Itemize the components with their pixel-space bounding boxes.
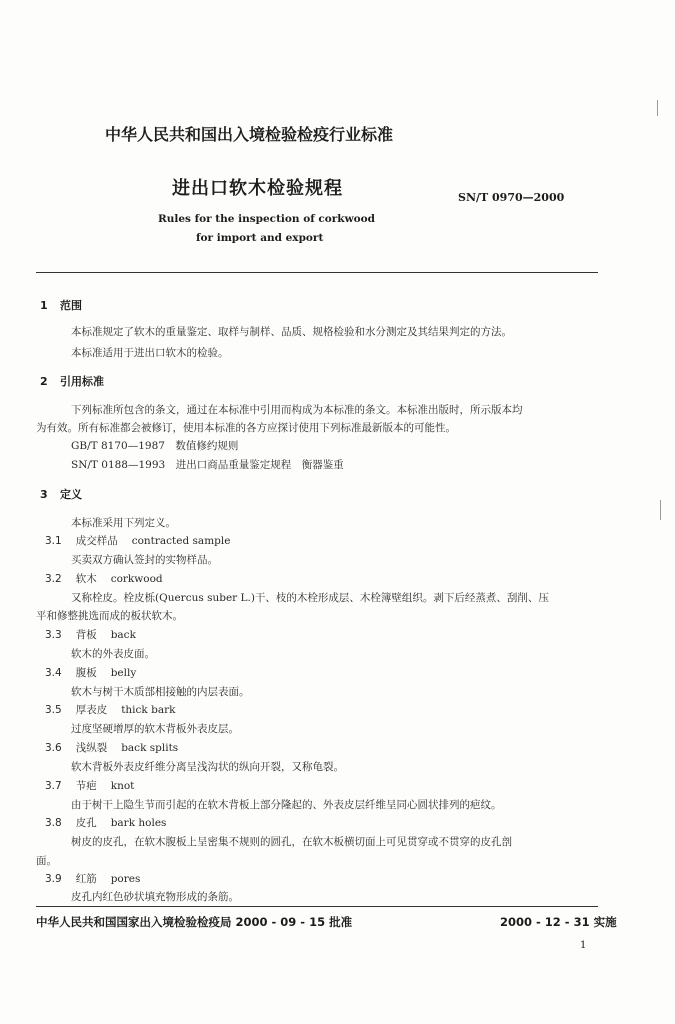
issuing-body-title: 中华人民共和国出入境检验检疫行业标准 — [105, 125, 394, 144]
section-2-paragraph-line-2: 为有效。所有标准都会被修订，使用本标准的各方应探讨使用下列标准最新版本的可能性。 — [36, 422, 456, 434]
definition-number: 3.1 — [45, 535, 62, 547]
definition-term-en: back — [110, 629, 136, 641]
definition-3-4-heading — [45, 665, 136, 680]
definition-3-4-text: 软木与树干木质部相接触的内层表面。 — [71, 686, 250, 698]
section-number: 1 — [40, 299, 48, 312]
section-1-paragraph-1: 本标准规定了软木的重量鉴定、取样与制样、品质、规格检验和水分测定及其结果判定的方法。 — [71, 326, 512, 338]
definition-3-2-text-line-2: 平和修整挑选而成的板状软木。 — [36, 610, 183, 622]
definition-3-9-heading — [45, 871, 140, 886]
reference-standard-2: SN/T 0188—1993 进出口商品重量鉴定规程 衡器鉴重 — [71, 459, 344, 471]
definition-term-en: bark holes — [110, 817, 167, 829]
definition-3-8-text-line-2: 面。 — [36, 855, 57, 867]
definition-number: 3.9 — [45, 873, 62, 885]
definition-3-8-text-line-1: 树皮的皮孔，在软木腹板上呈密集不规则的圆孔，在软木板横切面上可见贯穿或不贯穿的皮孔剖 — [71, 836, 512, 848]
section-3-heading — [40, 486, 82, 502]
definition-term-en: belly — [110, 667, 137, 679]
definition-number: 3.7 — [45, 780, 62, 792]
header-divider — [36, 272, 598, 273]
english-title-line-2: for import and export — [196, 232, 324, 244]
section-3-intro: 本标准采用下列定义。 — [71, 517, 176, 529]
definition-3-3-heading — [45, 627, 136, 642]
definition-3-2-heading — [45, 571, 163, 586]
standard-code: SN/T 0970—2000 — [458, 191, 565, 204]
definition-3-5-text: 过度坚硬增厚的软木背板外表皮层。 — [71, 723, 239, 735]
effective-date: 2000 - 12 - 31 实施 — [500, 915, 617, 929]
definition-term-en: corkwood — [110, 573, 163, 585]
definition-3-1-text: 买卖双方确认签封的实物样品。 — [71, 554, 218, 566]
section-1-paragraph-2: 本标准适用于进出口软木的检验。 — [71, 347, 229, 359]
section-number: 2 — [40, 375, 48, 388]
definition-3-7-heading — [45, 778, 134, 793]
definition-number: 3.5 — [45, 704, 62, 716]
section-2-heading — [40, 373, 104, 389]
section-number: 3 — [40, 488, 48, 501]
definition-term: 皮孔 — [75, 817, 97, 829]
definition-3-1-heading — [45, 533, 230, 548]
definition-number: 3.6 — [45, 742, 62, 754]
definition-number: 3.2 — [45, 573, 62, 585]
definition-term-en: knot — [110, 780, 135, 792]
definition-3-6-heading — [45, 740, 178, 755]
definition-number: 3.3 — [45, 629, 62, 641]
definition-term-en: thick bark — [121, 704, 176, 716]
definition-number: 3.8 — [45, 817, 62, 829]
definition-3-8-heading — [45, 815, 166, 830]
section-title: 引用标准 — [60, 375, 104, 388]
definition-number: 3.4 — [45, 667, 62, 679]
approval-line: 中华人民共和国国家出入境检验检疫局 2000 - 09 - 15 批准 — [36, 915, 353, 929]
scan-edge-mark — [657, 100, 658, 116]
definition-term: 软木 — [75, 573, 97, 585]
definition-term: 成交样品 — [75, 535, 118, 547]
definition-term: 红筋 — [75, 873, 97, 885]
document-title: 进出口软木检验规程 — [172, 178, 343, 199]
definition-term: 厚表皮 — [75, 704, 108, 716]
definition-3-7-text: 由于树干上隐生节而引起的在软木背板上部分隆起的、外表皮层纤维呈同心圆状排列的疤纹。 — [71, 799, 502, 811]
section-1-heading — [40, 297, 82, 313]
definition-term-en: contracted sample — [131, 535, 231, 547]
definition-3-2-text-line-1: 又称栓皮。栓皮栎(Quercus suber L.)干、枝的木栓形成层、木栓簿壁组织。剥下后经蒸煮、刮削、压 — [71, 592, 549, 604]
page-number: 1 — [580, 940, 587, 951]
section-2-paragraph-line-1: 下列标准所包含的条文，通过在本标准中引用而构成为本标准的条文。本标准出版时，所示版本均 — [71, 404, 523, 416]
definition-3-9-text: 皮孔内红色砂状填充物形成的条筋。 — [71, 891, 239, 903]
reference-standard-1: GB/T 8170—1987 数值修约规则 — [71, 440, 239, 452]
definition-term: 节疤 — [75, 780, 97, 792]
scan-edge-mark — [660, 500, 661, 520]
definition-term: 背板 — [75, 629, 97, 641]
definition-term-en: back splits — [121, 742, 179, 754]
section-title: 范围 — [60, 299, 82, 312]
footer-divider — [36, 906, 598, 907]
definition-3-5-heading — [45, 702, 176, 717]
definition-term-en: pores — [110, 873, 141, 885]
definition-3-6-text: 软木背板外表皮纤维分离呈浅沟状的纵向开裂，又称龟裂。 — [71, 761, 344, 773]
definition-3-3-text: 软木的外表皮面。 — [71, 648, 155, 660]
definition-term: 腹板 — [75, 667, 97, 679]
english-title-line-1: Rules for the inspection of corkwood — [158, 213, 375, 225]
section-title: 定义 — [60, 488, 82, 501]
definition-term: 浅纵裂 — [75, 742, 108, 754]
